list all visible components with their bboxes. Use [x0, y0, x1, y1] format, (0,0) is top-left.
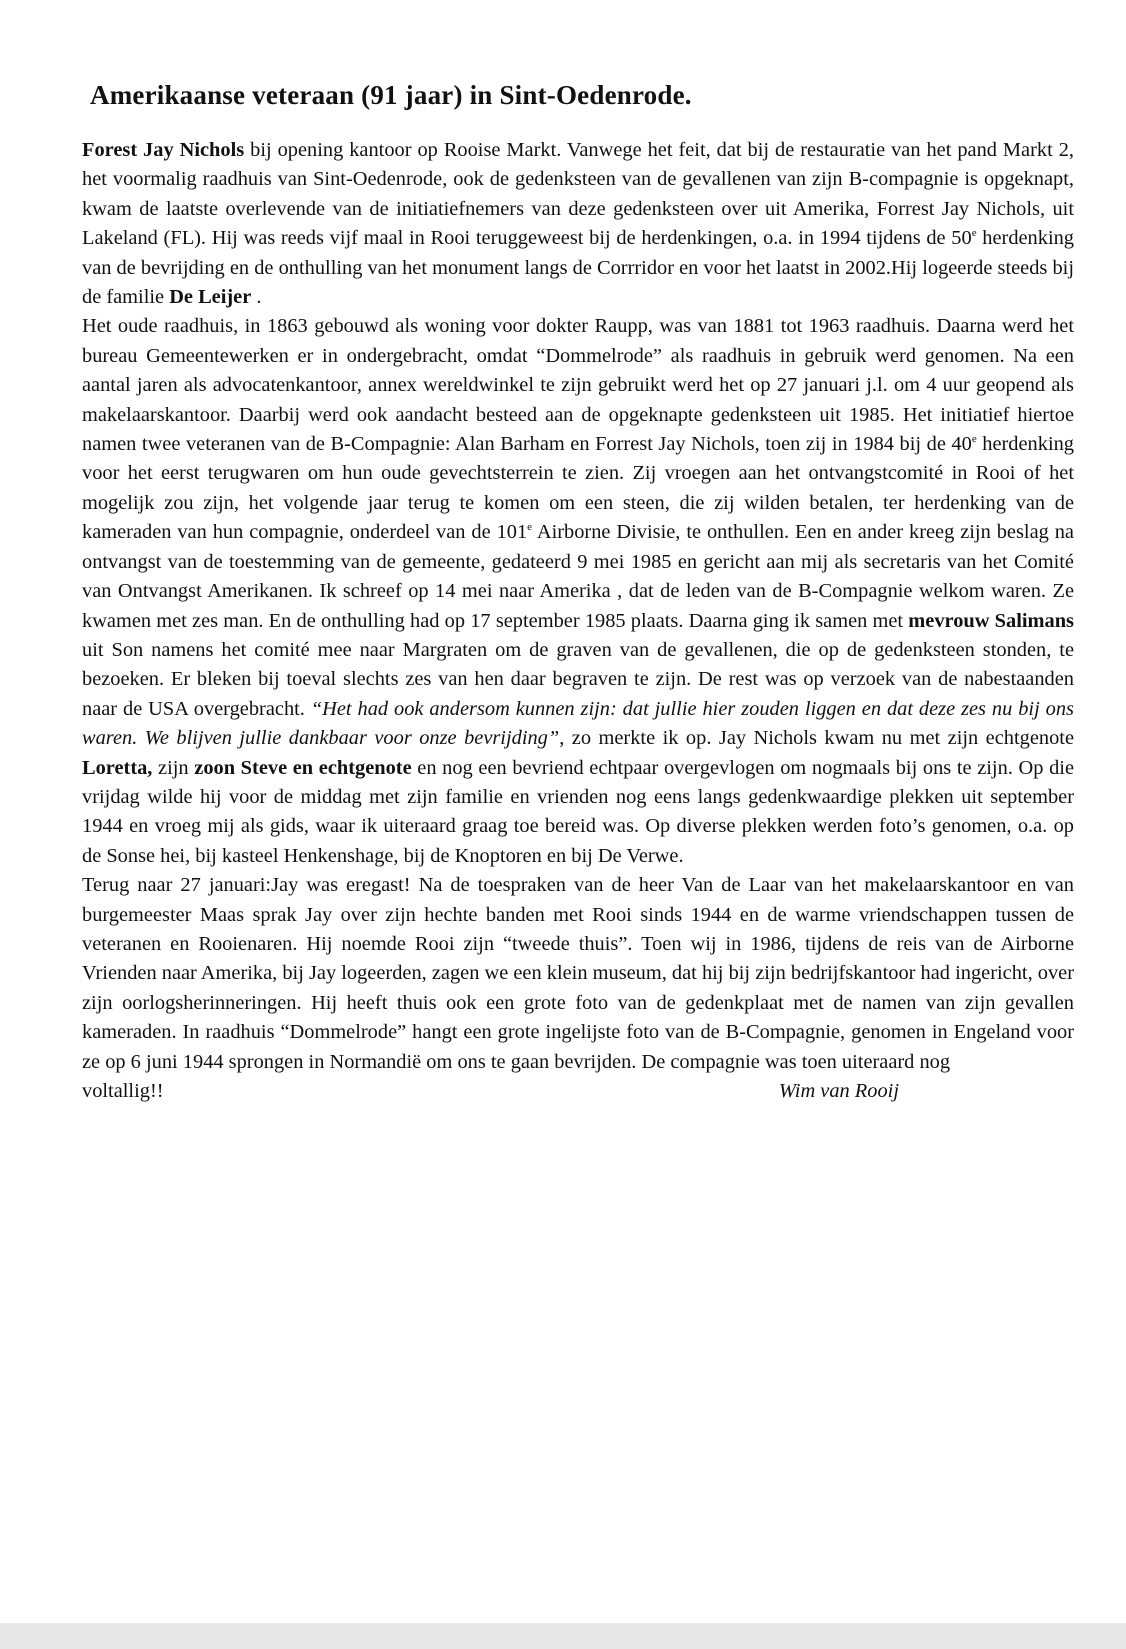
closing-line: voltallig!! Wim van Rooij: [82, 1077, 1074, 1106]
scan-border: [0, 1623, 1126, 1649]
document-page: [82, 70, 1074, 1106]
person-name: zoon Steve en echtgenote: [194, 756, 412, 779]
paragraph-history: Het oude raadhuis, in 1863 gebouwd als woning voor dokter Raupp, was van 1881 tot 1963 raadhuis. Daarna werd het bureau Gemeentewerken er in ondergebracht, omdat “Dommelrode” als raadhuis in gebruik werd genomen. Na een aantal jaren als advocatenkantoor, annex wereldwinkel te zijn gebruikt werd het op 27 januari j.l. om 4 uur geopend als makelaarskantoor. Daarbij werd ook aandacht besteed aan de opgeknapte gedenksteen uit 1985. Het initiatief hiertoe namen twee veteranen van de B-Compagnie: Alan Barham en Forrest Jay Nichols, toen zij in 1984 bij de 40e herdenking voor het eerst terugwaren om hun oude gevechtsterrein te zien. Zij vroegen aan het ontvangstcomité in Rooi of het mogelijk zou zijn, het volgende jaar terug te komen om een steen, die zij wilden betalen, ter herdenking van de kameraden van hun compagnie, onderdeel van de 101e Airborne Divisie, te onthullen. Een en ander kreeg zijn beslag na ontvangst van de toestemming van de gemeente, gedateerd 9 mei 1985 en gericht aan mij als secretaris van het Comité van Ontvangst Amerikanen. Ik schreef op 14 mei naar Amerika , dat de leden van de B-Compagnie welkom waren. Ze kwamen met zes man. En de onthulling had op 17 september 1985 plaats. Daarna ging ik samen met mevrouw Salimans uit Son namens het comité mee naar Margraten om de graven van de gevallenen, die op de gedenksteen stonden, te bezoeken. Er bleken bij toeval slechts zes van hen daar begraven te zijn. De rest was op verzoek van de nabestaanden naar de USA overgebracht. “Het had ook andersom kunnen zijn: dat jullie hier zouden liggen en dat deze zes nu bij ons waren. We blijven jullie dankbaar voor onze bevrijding”, zo merkte ik op. Jay Nichols kwam nu met zijn echtgenote Loretta, zijn zoon Steve en echtgenote en nog een bevriend echtpaar overgevlogen om nogmaals bij ons te zijn. Op die vrijdag wilde hij voor de middag met zijn familie en vrienden nog eens langs gedenkwaardige plekken uit september 1944 en vroeg mij als gids, waar ik uiteraard graag toe bereid was. Op diverse plekken werden foto’s genomen, o.a. op de Sonse hei, bij kasteel Henkenshage, bij de Knoptoren en bij De Verwe.: [82, 315, 1074, 867]
article-title: Amerikaanse veteraan (91 jaar) in Sint-Oedenrode.: [90, 80, 692, 110]
person-name: mevrouw Salimans: [908, 609, 1074, 632]
paragraph-intro: Forest Jay Nichols bij opening kantoor op Rooise Markt. Vanwege het feit, dat bij de restauratie van het pand Markt 2, het voormalig raadhuis van Sint-Oedenrode, ook de gedenksteen van de gevallenen van zijn B-compagnie is opgeknapt, kwam de laatste overlevende van de initiatiefnemers van deze gedenksteen over uit Amerika, Forrest Jay Nichols, uit Lakeland (FL). Hij was reeds vijf maal in Rooi teruggeweest bij de herdenkingen, o.a. in 1994 tijdens de 50e herdenking van de bevrijding en de onthulling van het monument langs de Corrridor en voor het laatst in 2002.Hij logeerde steeds bij de familie De Leijer .: [82, 139, 1075, 309]
person-name: Forest Jay Nichols: [82, 139, 245, 161]
paragraph-reception: Terug naar 27 januari:Jay was eregast! Na de toespraken van de heer Van de Laar van het makelaarskantoor en van burgemeester Maas sprak Jay over zijn hechte banden met Rooi sinds 1944 en de warme vriendschappen tussen de veteranen en Rooienaren. Hij noemde Rooi zijn “tweede thuis”. Toen wij in 1986, tijdens de reis van de Airborne Vrienden naar Amerika, bij Jay logeerden, zagen we een klein museum, dat hij bij zijn bedrijfskantoor had ingericht, over zijn oorlogsherinneringen. Hij heeft thuis ook een grote foto van de gedenkplaat met de namen van zijn gevallen kameraden. In raadhuis “Dommelrode” hangt een grote ingelijste foto van de B-Compagnie, genomen in Engeland voor ze op 6 juni 1944 sprongen in Normandië om ons te gaan bevrijden. De compagnie was toen uiteraard nog: [82, 874, 1074, 1073]
article-body: [82, 136, 1074, 1106]
family-name: De Leijer: [169, 286, 252, 309]
person-name: Loretta,: [82, 756, 153, 779]
quote: “Het had ook andersom kunnen zijn: dat jullie hier zouden liggen en dat deze zes nu bij ons waren. We blijven jullie dankbaar voor onze bevrijding”: [82, 697, 1074, 750]
author-signature: Wim van Rooij: [778, 1080, 899, 1102]
